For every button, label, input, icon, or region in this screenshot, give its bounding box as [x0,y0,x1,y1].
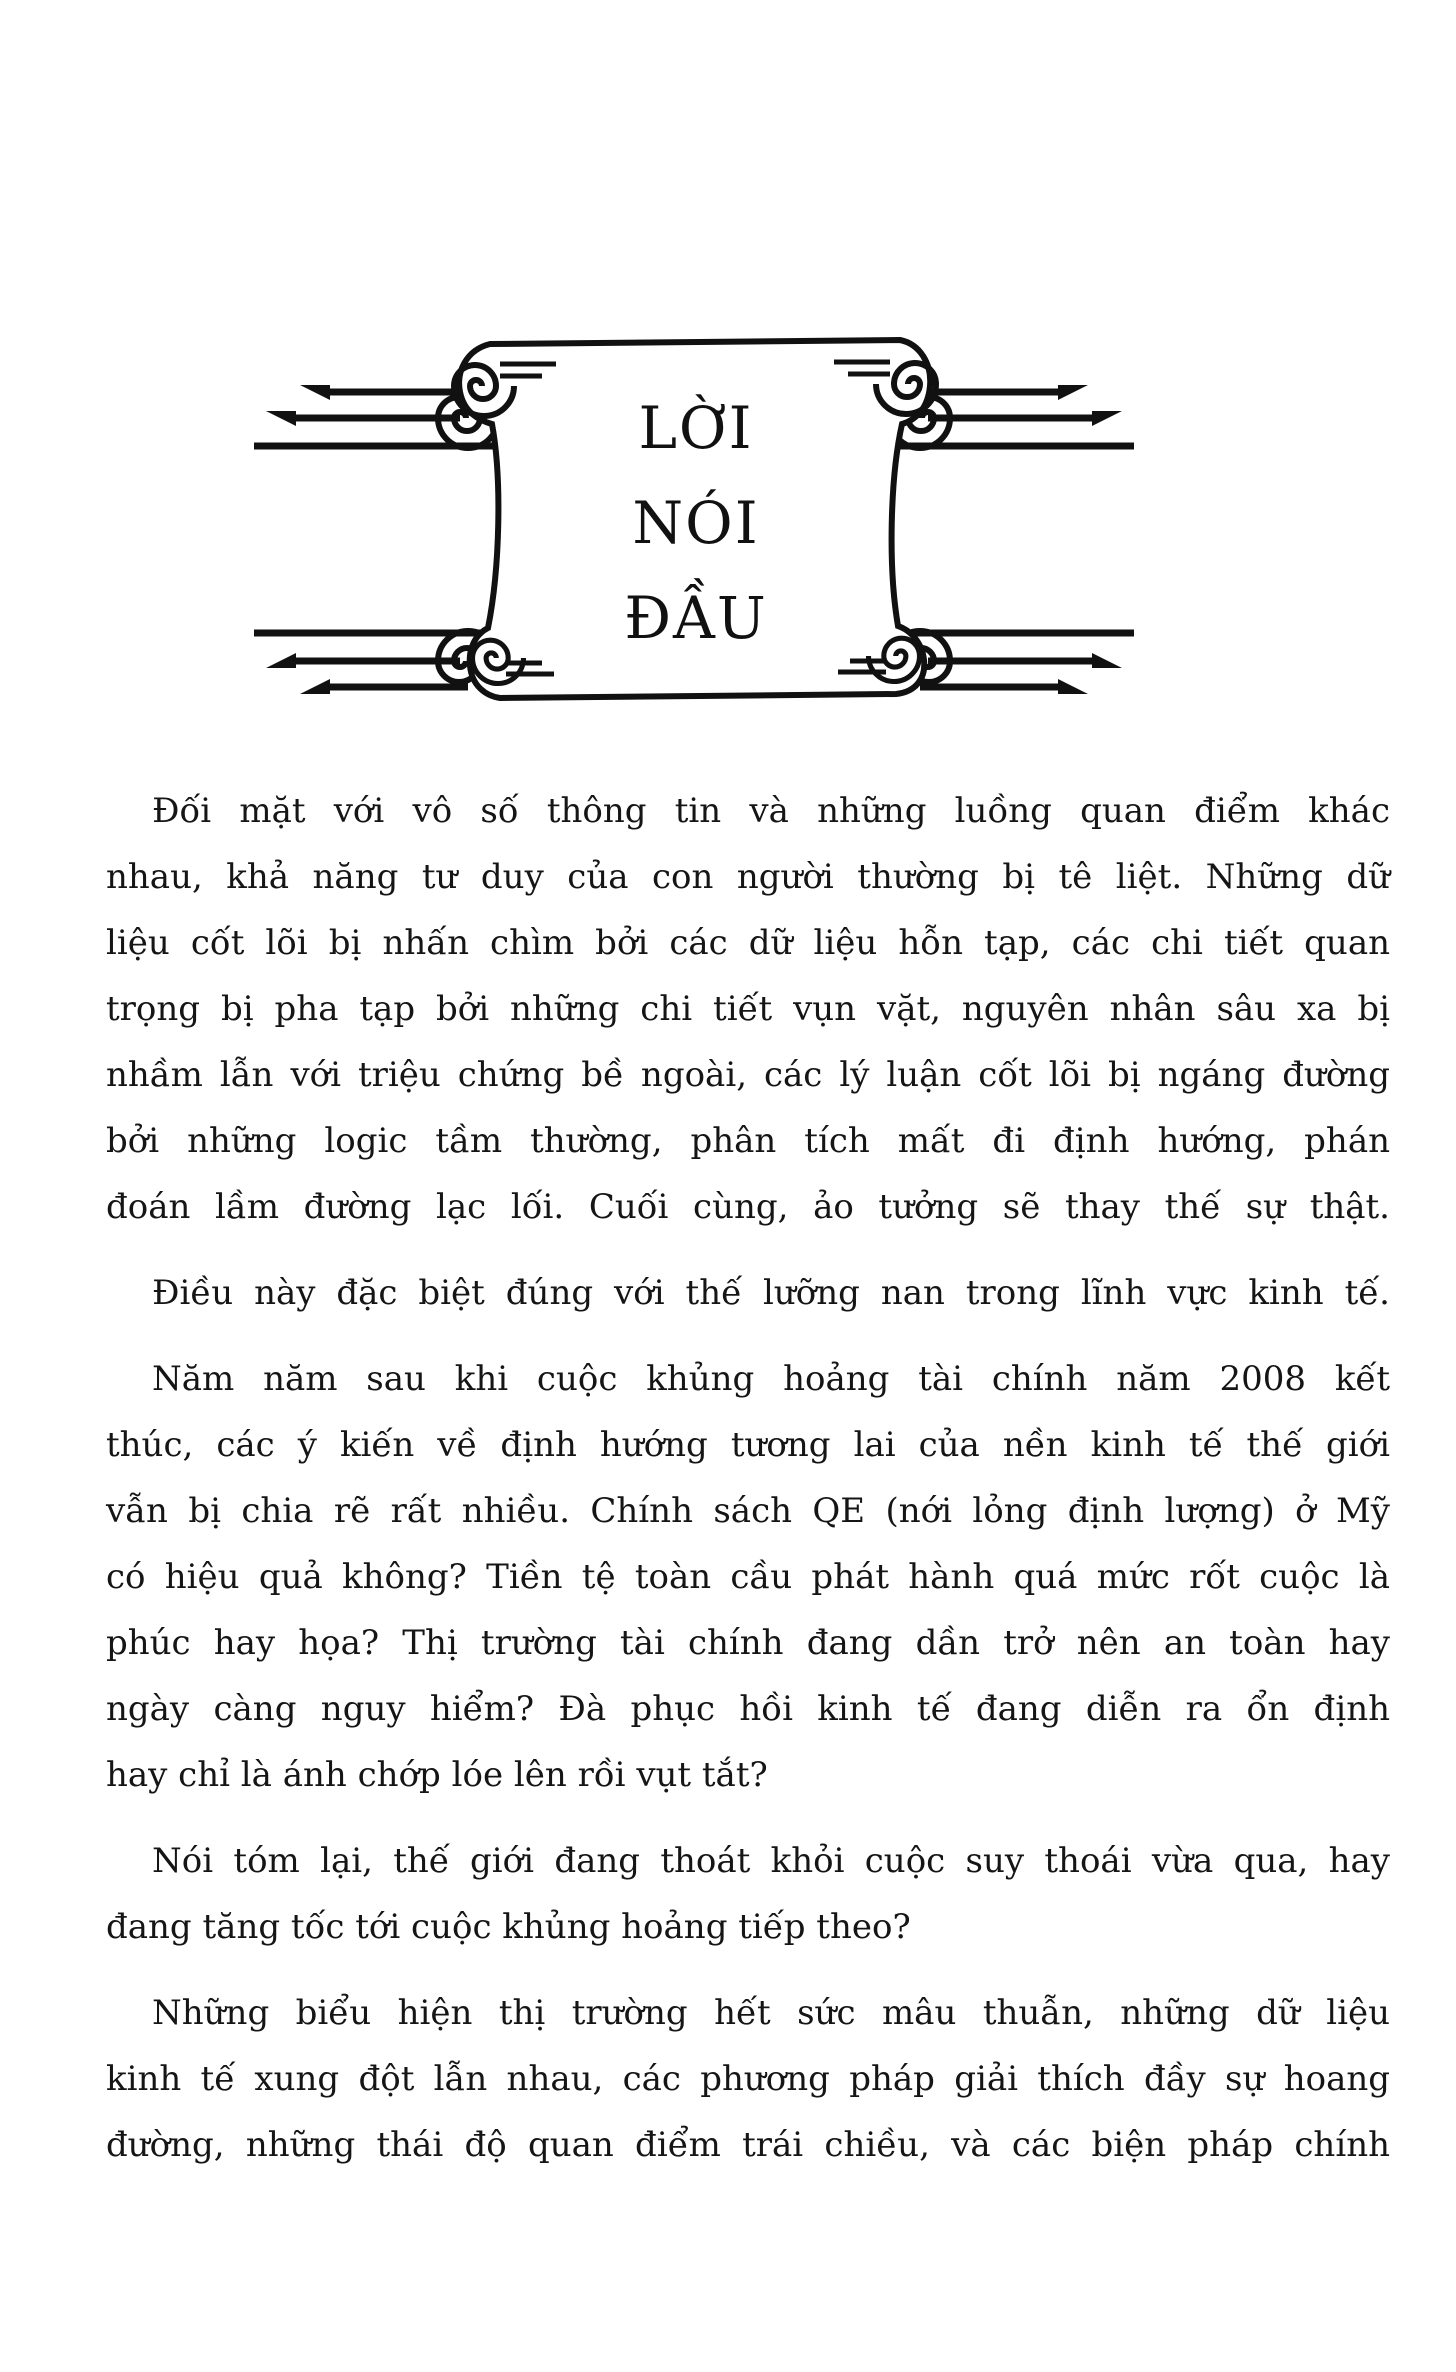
text-line: Đối mặt với vô số thông tin và những luồng quan điểm khác [152,791,1390,831]
text-line: phúc hay họa? Thị trường tài chính đang dần trở nên an toàn hay [106,1623,1390,1663]
text-line: Điều này đặc biệt đúng với thế lưỡng nan trong lĩnh vực kinh tế. [152,1273,1390,1313]
chapter-title-line: NÓI [632,489,760,557]
text-line: nhầm lẫn với triệu chứng bề ngoài, các lý luận cốt lõi bị ngáng đường [106,1055,1390,1095]
chapter-title-line: LỜI [638,394,754,462]
paragraph [106,1980,1390,2178]
text-line: thúc, các ý kiến về định hướng tương lai của nền kinh tế thế giới [106,1425,1390,1465]
text-line: hay chỉ là ánh chớp lóe lên rồi vụt tắt? [106,1755,768,1795]
text-line: đoán lầm đường lạc lối. Cuối cùng, ảo tưởng sẽ thay thế sự thật. [106,1187,1390,1227]
chapter-title-line: ĐẦU [624,584,768,652]
text-line: kinh tế xung đột lẫn nhau, các phương pháp giải thích đầy sự hoang [106,2059,1390,2099]
text-line: ngày càng nguy hiểm? Đà phục hồi kinh tế đang diễn ra ổn định [106,1689,1390,1729]
text-line: bởi những logic tầm thường, phân tích mất đi định hướng, phán [106,1121,1390,1161]
paragraph [106,1260,1390,1326]
paragraph [106,1346,1390,1808]
text-line: có hiệu quả không? Tiền tệ toàn cầu phát hành quá mức rốt cuộc là [106,1557,1390,1597]
chapter-ornament [254,328,1134,708]
text-line: Những biểu hiện thị trường hết sức mâu thuẫn, những dữ liệu [152,1993,1390,2033]
page-body-text [106,778,1390,2178]
text-line: Năm năm sau khi cuộc khủng hoảng tài chính năm 2008 kết [152,1359,1390,1399]
text-line: Nói tóm lại, thế giới đang thoát khỏi cuộc suy thoái vừa qua, hay [152,1841,1390,1881]
chapter-title [490,362,902,684]
text-line: trọng bị pha tạp bởi những chi tiết vụn vặt, nguyên nhân sâu xa bị [106,989,1390,1029]
text-line: nhau, khả năng tư duy của con người thường bị tê liệt. Những dữ [106,857,1390,897]
text-line: liệu cốt lõi bị nhấn chìm bởi các dữ liệu hỗn tạp, các chi tiết quan [106,923,1390,963]
text-line: vẫn bị chia rẽ rất nhiều. Chính sách QE (nới lỏng định lượng) ở Mỹ [106,1491,1390,1531]
paragraph [106,778,1390,1240]
paragraph [106,1828,1390,1960]
text-line: đường, những thái độ quan điểm trái chiều, và các biện pháp chính [106,2125,1390,2165]
text-line: đang tăng tốc tới cuộc khủng hoảng tiếp theo? [106,1907,911,1947]
